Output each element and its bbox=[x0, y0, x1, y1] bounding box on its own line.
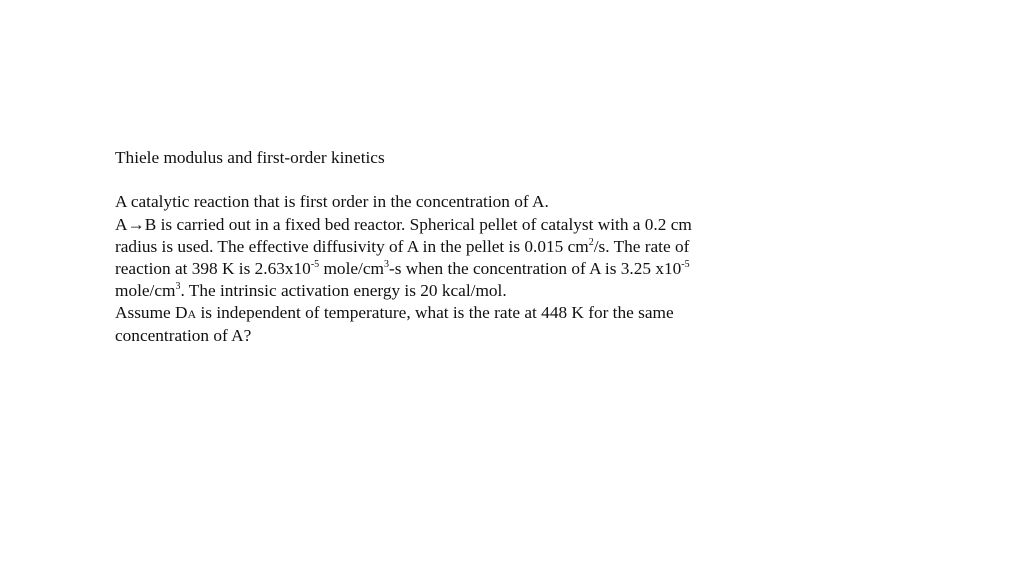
text-line-6 bbox=[115, 302, 815, 324]
text-line-2: A→B is carried out in a fixed bed reactor. Spherical pellet of catalyst with a 0.2 cm bbox=[115, 214, 692, 234]
text-line-3 bbox=[115, 236, 815, 258]
superscript: 2 bbox=[588, 236, 594, 248]
problem-text bbox=[115, 147, 815, 347]
superscript: 3 bbox=[383, 258, 389, 270]
text-segment: is independent of temperature, what is the rate at 448 K for the same bbox=[196, 303, 674, 323]
text-segment: radius is used. The effective diffusivity of A in the pellet is 0.015 cm bbox=[115, 236, 589, 256]
superscript: -5 bbox=[681, 258, 690, 270]
text-segment: -s when the concentration of A is 3.25 x10 bbox=[388, 258, 682, 278]
text-line-5 bbox=[115, 280, 815, 302]
text-line-4 bbox=[115, 258, 815, 280]
text-segment: mole/cm bbox=[319, 258, 384, 278]
superscript: 3 bbox=[175, 281, 181, 293]
text-segment: . The intrinsic activation energy is 20 kcal/mol. bbox=[180, 281, 507, 301]
text-segment: Assume D bbox=[115, 303, 188, 323]
text-line-1: A catalytic reaction that is first order in the concentration of A. bbox=[115, 192, 549, 212]
text-line-7: concentration of A? bbox=[115, 325, 252, 345]
problem-title: Thiele modulus and first-order kinetics bbox=[115, 148, 385, 167]
superscript: -5 bbox=[310, 258, 320, 270]
blank-line bbox=[115, 169, 815, 191]
text-segment: reaction at 398 K is 2.63x10 bbox=[115, 258, 311, 278]
text-segment: mole/cm bbox=[115, 281, 176, 301]
subscript: A bbox=[187, 307, 197, 322]
text-segment: /s. The rate of bbox=[593, 236, 690, 256]
